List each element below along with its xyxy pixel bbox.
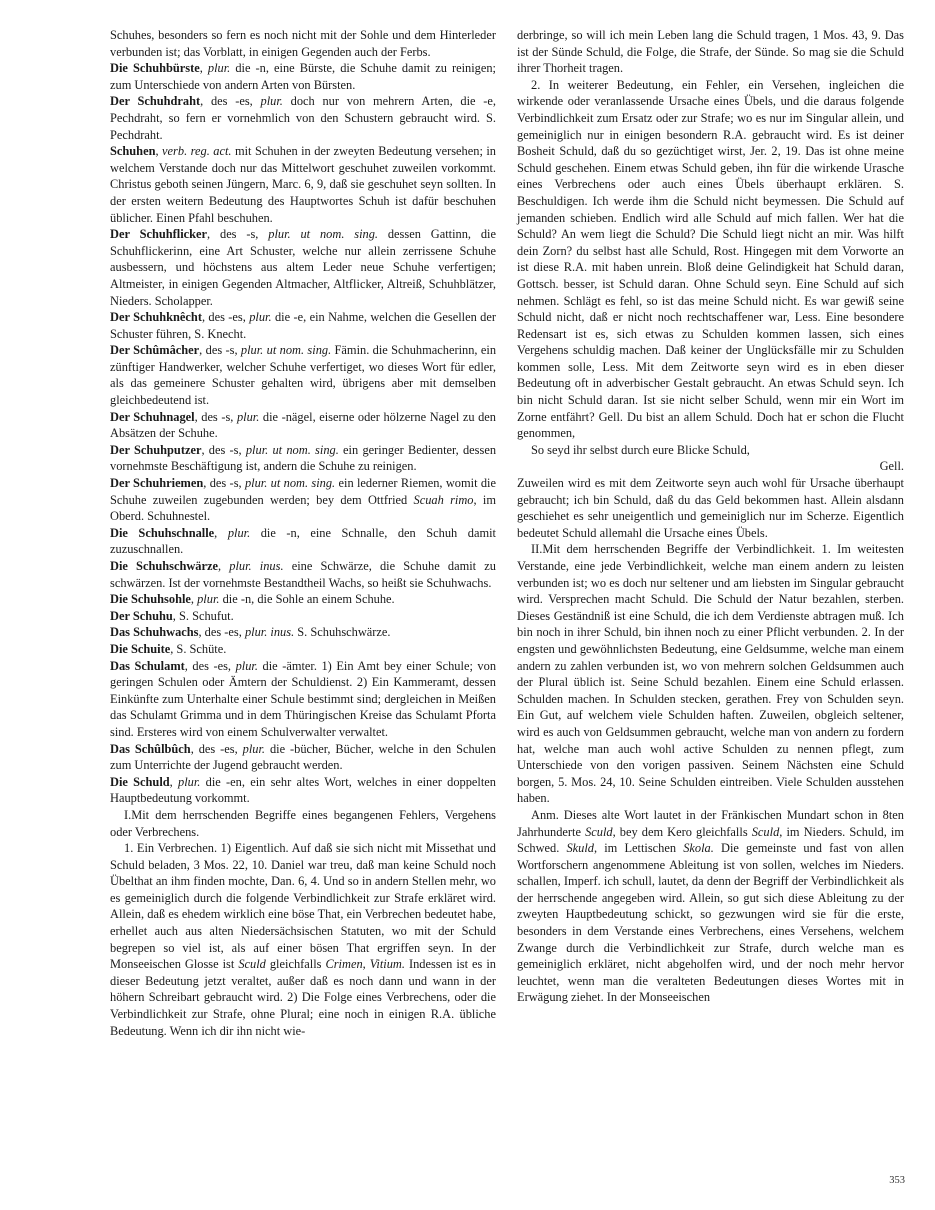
entry-text: , bey dem Kero gleichfalls [612, 824, 752, 839]
entry-text: die -bücher, Bücher, welche in den Schulen zum Unterrichte der Jugend gebraucht werden. [110, 741, 496, 773]
entry-schuhdraht [110, 93, 496, 143]
entry-text: , des -es, [190, 741, 243, 756]
grammar-note: plur. [207, 61, 231, 76]
entry-text: doch nur von mehrern Arten, die -e, Pechdraht, so fern er vornehmlich von den Schustern gebraucht wird. S. Pechdraht. [110, 94, 497, 142]
entry-schuhen: Schuhen, verb. reg. act. mit Schuhen in der zweyten Bedeutung versehen; in welchem Verstande doch nur das Mittelwort geschuhet zuweilen vorkommt. Christus geboth seinen Jüngern, Marc. 6, 9, daß sie geschuhet seyn sollten. In der ersten weitern Bedeutung des Hauptwortes Schuh ist dafür beschuhen üblicher. Einen Pfahl beschuhen. [110, 144, 496, 225]
old-form: Skuld [566, 841, 594, 856]
entry-text: , des -es, [184, 658, 236, 673]
entry-text: , des -es, [201, 310, 250, 325]
entry-continuation: Schuhes, besonders so fern es noch nicht mit der Sohle und dem Hinterleder verbunden ist; das Vorblatt, in einigen Gegenden auch der Ferbs. [110, 28, 496, 59]
grammar-note: plur. ut nom. sing. [240, 343, 332, 358]
entry-text: , S. Schufut. [172, 608, 234, 623]
entry-text: , im Nieders. Schuld, im Schwed. [517, 824, 905, 856]
entry-schuhnagel [110, 409, 496, 442]
entry-text: die -n, die Sohle an einem Schuhe. [219, 592, 395, 607]
headword: Die Schuite [110, 641, 171, 656]
entry-text: die -ämter. 1) Ein Amt bey einer Schule; von geringen Schulen oder Ämtern der Schuldienst. 2) Ein Kammeramt, dessen Einkünfte zum Unterhalte einer Schule bestimmt sind; dergleichen in Meißen das Schulamt Grimma und in dem Thüringischen Kreise das Schulamt Pforta sind. Ersteres wird von einem Schulverwalter verwaltet. [110, 658, 497, 739]
entry-text: , im Oberd. Schuhnestel. [110, 492, 496, 524]
grammar-note: plur. [260, 94, 283, 109]
entry-schumacher [110, 342, 496, 408]
entry-schulbuch [110, 741, 496, 774]
headword: Der Schûmâcher [110, 343, 200, 358]
entry-schuhknecht [110, 309, 496, 342]
entry-continuation: derbringe, so will ich mein Leben lang die Schuld tragen, 1 Mos. 43, 9. Das ist der Sünde Schuld, die Folge, die Strafe, der Sünde. So mag sie die Schuld ihrer Thorheit tragen. [517, 28, 904, 76]
entry-text: die -n, eine Schnalle, den Schuh damit zuzuschnallen. [110, 525, 496, 557]
grammar-note: verb. reg. act. [162, 144, 232, 159]
entry-text: die -en, ein sehr altes Wort, welches in einer doppelten Hauptbedeutung vorkommt. [110, 774, 496, 806]
headword: Das Schuhwachs [110, 625, 199, 640]
verse-source: Gell. [879, 459, 904, 474]
entry-schuld: Die Schuld, plur. die -en, ein sehr altes Wort, welches in einer doppelten Hauptbedeutung vorkommt. [110, 774, 496, 806]
old-form: Skola. [683, 841, 714, 856]
entry-text: die -e, ein Nahme, welchen die Gesellen der Schuster führen, S. Knecht. [110, 310, 497, 341]
old-form: Sculd [238, 957, 266, 972]
schuld-section-two: II.Mit dem herrschenden Begriffe der Verbindlichkeit. 1. Im weitesten Verstande, eine jede Verbindlichkeit, welche man einem andern zu leisten verbunden ist; wo es doch nur seltener und am liebsten im Singular gebraucht wird. Versprechen macht Schuld. Die Schuld der Natur bezahlen, sterben. Dieses Geständniß ist eine Schuld, die ich dem Verdienste abtragen muß. Ich bin noch in ihrer Schuld, bin ihnen noch zu einer Pflicht verbunden. 2. In der engsten und gewöhnlichsten Bedeutung, eine Geldsumme, welche man einem andern zu zahlen verbunden ist, wo von mehrern solchen Geldsummen auch der Plural üblich ist. Seine Schuld bezahlen. Einem eine Schuld erlassen. Schulden machen. In Schulden stecken, gerathen. Frey von Schulden seyn. Ein Gut, auf welchem viele Schulden haften. Zuweilen, obgleich seltener, wird es auch von Geldsummen gebraucht, welche man von andern zu fordern hat, welche man auch wohl active Schulden zu nennen pflegt, zum Unterschiede von den vorigen passiven. Seinem Nächsten eine Schuld borgen, 5. Mos. 24, 10. Seine Schulden eintreiben. Viele Schulden ausstehen haben. [517, 542, 904, 806]
entry-text: gleichfalls [265, 957, 326, 972]
headword: Der Schuhu [110, 608, 173, 623]
entry-text: , des -es, [200, 94, 261, 109]
headword: Die Schuhbürste [110, 61, 200, 76]
grammar-note: plur. [235, 658, 258, 673]
headword: Der Schuhdraht [110, 94, 201, 109]
old-form: Scuah rimo [413, 492, 474, 507]
grammar-note: plur. [242, 741, 266, 756]
latin-gloss: Crimen, Vitium. [325, 957, 405, 972]
headword: Die Schuhsohle [110, 592, 191, 607]
grammar-note: plur. ut nom. sing. [268, 227, 379, 242]
entry-text: , S. Schüte. [170, 641, 227, 656]
entry-text: Indessen ist es in dieser Bedeutung jetzt veraltet, außer daß es noch dann und wann in der höhern Schreibart gebraucht wird. 2) Die Folge eines Verbrechens, oder die Verbindlichkeit zur Strafe, ohne Plural; eine noch in einigen R.A. übliche Bedeutung. Wenn ich dir ihn nicht wie- [110, 957, 496, 1038]
headword: Der Schuhflicker [110, 227, 208, 242]
headword: Schuhen [110, 144, 156, 159]
right-column [517, 27, 904, 1006]
schuld-annotation [517, 807, 904, 1006]
headword: Der Schuhputzer [110, 442, 202, 457]
headword: Das Schûlbûch [110, 741, 191, 756]
entry-text: , des -es, [198, 625, 245, 640]
headword: Der Schuhriemen [110, 476, 204, 491]
grammar-note: plur. inus. [244, 625, 295, 640]
entry-text: Fämin. die Schuhmacherinn, ein zünftiger Handwerker, welcher Schuhe verfertiget, wo dieses Wort für edler, als das gemeinere Schuster gehalten wird, übrigens aber mit demselben gleichbedeutend ist. [110, 343, 497, 408]
entry-schuhsohle: Die Schuhsohle, plur. die -n, die Sohle an einem Schuhe. [110, 592, 395, 607]
grammar-note: plur. [227, 525, 251, 540]
entry-text: Die gemeinste und fast von allen Wortforschern angenommene Ableitung ist von sollen, welches im Nieders. schallen, Imperf. ich schull, lautet, da denn der Begriff der Verbindlichkeit als der herrschende angegeben wird. Allein, so gut sich diese Ableitung zu der zweyten Hauptbedeutung schickt, so gezwungen wird sie für die erste, besonders in dem Verstande eines Verbrechens, eines Versehens, welchem Zwange durch die Verbindlichkeit zur Strafe, durch welche man es gemeiniglich erkläret, nicht abgeholfen wird, und der noch mehr hervor leuchtet, wenn man die veralteten Bedeutungen dieses Wortes mit in Erwägung ziehet. In der Monseeischen [517, 841, 904, 1005]
entry-schulamt [110, 658, 496, 741]
entry-text: , des -s, [194, 409, 237, 424]
entry-text: ein lederner Riemen, womit die Schuhe zuweilen zugebunden werden; bey dem Ottfried [110, 476, 497, 507]
headword: Die Schuhschwärze [110, 559, 218, 573]
entry-text: dessen Gattinn, die Schuhflickerinn, eine Art Schuster, welche nur allein zerrissene Schuhe ausbessern, und höchstens aus altem Leder neue Schuhe verfertigen; Altmeister, in einigen Gegenden Altmacher, Altflicker, Altreiß, Schuhblätzer, Nieders. Scholapper. [110, 227, 496, 308]
entry-schuhschnalle: Die Schuhschnalle, plur. die -n, eine Schnalle, den Schuh damit zuzuschnallen. [110, 525, 496, 557]
entry-text: ein geringer Bedienter, dessen vornehmste Beschäftigung ist, andern die Schuhe zu reinigen. [110, 442, 497, 474]
entry-schuhwachs [110, 624, 496, 641]
entry-schuhputzer [110, 442, 496, 475]
headword: Das Schulamt [110, 658, 185, 673]
entry-text: die -nägel, eiserne oder hölzerne Nagel zu den Absätzen der Schuhe. [110, 409, 496, 441]
grammar-note: plur. [249, 310, 272, 325]
entry-schuhflicker [110, 226, 496, 309]
old-form: Sculd [751, 824, 780, 839]
entry-text: , im Lettischen [594, 841, 684, 856]
entry-text: die -n, eine Bürste, die Schuhe damit zu reinigen; zum Unterschiede von andern Arten von Bürsten. [110, 61, 496, 92]
entry-text: , des -s, [201, 442, 246, 457]
entry-text: 1. Ein Verbrechen. 1) Eigentlich. Auf daß sie sich nicht mit Missethat und Schuld beladen, 3 Mos. 22, 10. Daniel war treu, daß man keine Schuld noch Übelthat an ihm finden mochte, Dan. 6, 4. Und so in andern Stellen mehr, wo es gemeiniglich durch die folgende Verbindlichkeit zur Strafe erkläret wird. Allein, daß es ehedem wirklich eine böse That, ein Verbrechen bedeutet habe, erhellet auch aus alten Niedersächsischen Statuten, wo mit der Schuld begrepen so viel ist, als auf einer bösen That ergriffen seyn. In der Monseeischen Glosse ist [110, 841, 496, 972]
grammar-note: plur. ut nom. sing. [245, 442, 339, 457]
verse-quote: So seyd ihr selbst durch eure Blicke Schuld, [531, 442, 750, 457]
old-form: Sculd [585, 824, 613, 839]
entry-schuhbuerste: Die Schuhbürste, plur. die -n, eine Bürste, die Schuhe damit zu reinigen; zum Unterschiede von andern Arten von Bürsten. [110, 61, 496, 92]
entry-schuite [110, 641, 496, 658]
entry-text: Anm. Dieses alte Wort lautet in der Fränkischen Mundart schon in 8ten Jahrhunderte [517, 807, 904, 839]
entry-schuhu [110, 608, 496, 625]
grammar-note: plur. [178, 774, 201, 789]
entry-text: , des -s, [199, 343, 241, 358]
entry-schuhriemen [110, 475, 496, 525]
schuld-section-one: I.Mit dem herrschenden Begriffe eines begangenen Fehlers, Vergehens oder Verbrechens. [110, 807, 496, 839]
entry-schuhschwaerze: Die Schuhschwärze, plur. inus. eine Schwärze, die Schuhe damit zu schwärzen. Ist der vornehmste Bestandtheil Wachs, so heißt sie Schuhwachs. [110, 559, 496, 590]
schuld-meaning-one [110, 840, 496, 1039]
entry-text: , des -s, [203, 476, 245, 491]
schuld-meaning-two: 2. In weiterer Bedeutung, ein Fehler, ein Versehen, ingleichen die wirkende oder veranlassende Ursache eines Übels, und die daraus folgende Verbindlichkeit zum Ersatz oder zur Strafe; wo es nur im Singular allein, und gemeiniglich nur in einigen besondern R.A. gebraucht wird. Es ist deiner Bosheit Schuld, daß du so gezüchtiget wirst, Jer. 2, 19. Das ist ohne meine Schuld geschehen. Einem etwas Schuld geben, ihn für die wirkende Urasche eines Verbrechens oder auch eines Übels überhaupt erklären. S. Beschuldigen. Ich werde ihm die Schuld nicht beymessen. Die Schuld auf jemanden schieben. Endlich wird alle Schuld auf mich fallen. Wer hat die Schuld? An wem liegt die Schuld? Die Schuld liegt nicht an mir. Was hilft dein Zorn? du selbst hast alle Schuld, Rost. Hingegen mit dem Vorworte an ist diese R.A. mit haben unrein. Bloß deine Gelindigkeit hat Schuld daran, Gottsch. besser, ist Schuld daran. Ohne Schuld seyn. Eine Schuld auf sich nehmen. Schlägt es fehl, so ist das meine Schuld nicht. Es war gewiß seine Schuld nicht, daß er nicht noch rechtschaffener war, Less. Eine besondere Redensart ist es, sich etwas zu Schulden kommen lassen, sich eines Vergehens schuldig machen. Daß keiner der Unglücksfälle mir zu Schulden kommen solle, Less. Mit dem Zeitworte seyn wird es in eben dieser Bedeutung oft in adverbischer Gestalt gebraucht. An etwas Schuld seyn. Ich bin nicht Schuld daran. Ist sie nicht selber Schuld, wenn mir ein Wort im Zorne entfährt? Gell. Du bist an allem Schuld. Doch hat er schon die Flucht genommen, [517, 77, 904, 441]
page-number: 353 [889, 1175, 905, 1186]
grammar-note: plur. ut nom. sing. [244, 476, 336, 491]
grammar-note: plur. [197, 592, 220, 607]
headword: Der Schuhknêcht [110, 310, 202, 325]
headword: Die Schuld [110, 774, 170, 789]
schuld-meaning-two-continued: Zuweilen wird es mit dem Zeitworte seyn auch wohl für Ursache überhaupt gebraucht; ich bin Schuld, daß du das Geld bekommen hast. Allein alsdann geschiehet es sehr uneigentlich und gemeiniglich nur im Scherze. Eigentlich bedeutet Schuld allemahl die Ursache eines Übels. [517, 476, 904, 540]
entry-text: eine Schwärze, die Schuhe damit zu schwärzen. Ist der vornehmste Bestandtheil Wachs, so heißt sie Schuhwachs. [110, 559, 496, 590]
grammar-note: plur. inus. [229, 559, 284, 573]
headword: Die Schuhschnalle [110, 525, 215, 540]
entry-text: , des -s, [207, 227, 269, 242]
grammar-note: plur. [236, 409, 260, 424]
entry-text: mit Schuhen in der zweyten Bedeutung versehen; in welchem Verstande doch nur das Mittelwort geschuhet zuweilen vorkommt. Christus geboth seinen Jüngern, Marc. 6, 9, daß sie geschuhet seyn sollten. In der ersten weitern Bedeutung des Hauptwortes Schuh ist dafür beschuhen üblicher. Einen Pfahl beschuhen. [110, 144, 496, 225]
entry-text: S. Schuhschwärze. [294, 625, 391, 640]
headword: Der Schuhnagel [110, 409, 195, 424]
left-column [110, 27, 496, 1039]
